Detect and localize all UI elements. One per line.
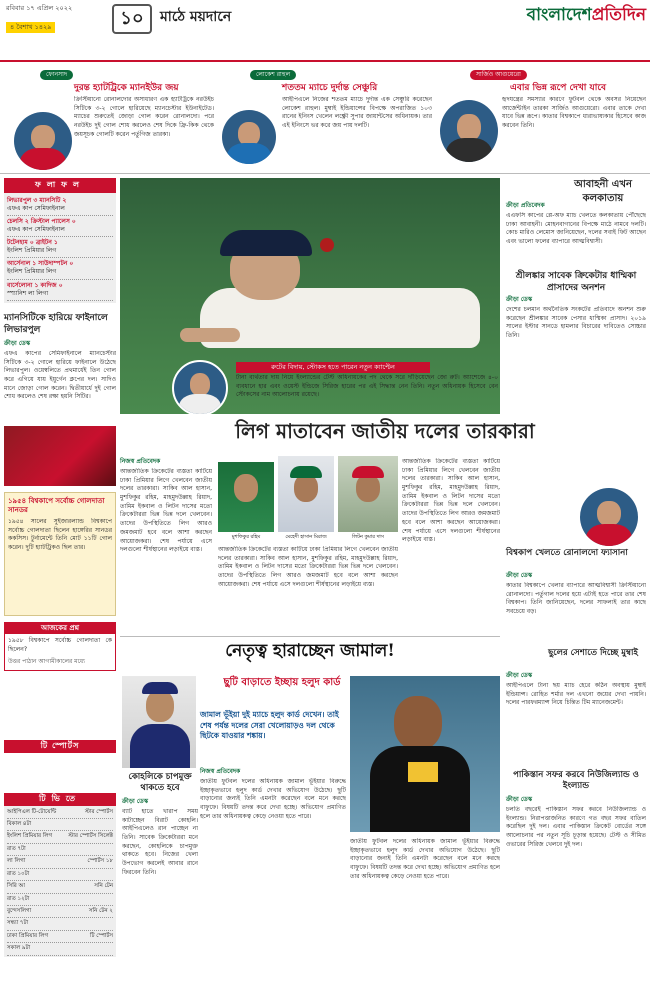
mumbai-byline: ক্রীড়া ডেস্ক <box>506 672 533 679</box>
tv-row: রাত ৭টা <box>7 844 113 856</box>
results-box <box>4 178 116 303</box>
history-body: ১৯৫৪ সালের সুইজারল্যান্ড বিশ্বকাপে সর্বোচ্চ গোলদাতা ছিলেন হাঙ্গেরির সানডর ককসিস। টুর্নামেন্টে তিনি মোট ১১টি গোল করেন। দুটি হ্যাটট্রিকও ছিল তার। <box>8 517 112 551</box>
tv-row: ইংলিশ প্রিমিয়ার লিগ স্টার স্পোর্টস সিলেক্ট <box>7 831 113 843</box>
ronaldo-wc-byline: ক্রীড়া ডেস্ক <box>506 572 533 579</box>
prasad-byline: ক্রীড়া ডেস্ক <box>506 296 533 303</box>
liverpool-headline: ম্যানসিটিকে হারিয়ে ফাইনালে লিভারপুল <box>4 313 108 336</box>
hero-body: টানা ব্যর্থতার দায় নিয়ে ইংল্যান্ডের টেস্ট অধিনায়কের পদ থেকে সরে দাঁড়িয়েছেন জো রুট। অ্যাশেজে ৪-০ ব্যবধানে হার এবং ওয়েস্ট ইন্ডিজে সিরিজ হারের পর এই সিদ্ধান্ত নেন তিনি। নতুন অধিনায়ক হিসেবে বেন স্টোকসের নাম আলোচনায় রয়েছে। <box>236 374 498 399</box>
photo-caption-1: মুশফিকুর রহিম <box>231 534 261 540</box>
league-body-cont: আন্তর্জাতিক ক্রিকেটের ব্যস্ততা কাটিয়ে ঢাকা প্রিমিয়ার লিগে খেলবেন জাতীয় দলের তারকারা। সাকিব আল হাসান, মুশফিকুর রহিম, মাহমুদউল্লাহ রিয়াদ, তামিম ইকবাল ও লিটন দাসের মতো ক্রিকেটাররা ভিন্ন ভিন্ন দলে খেলবেন। তাদের উপস্থিতিতে লিগ আরও জমজমাট হবে বলে আশা করছেন আয়োজকরা। শেষ পর্যায়ে এসে দলগুলো শীর্ষস্থানের লড়াইয়ে ব্যস্ত। <box>218 546 398 588</box>
league-body-right: আন্তর্জাতিক ক্রিকেটের ব্যস্ততা কাটিয়ে ঢাকা প্রিমিয়ার লিগে খেলবেন জাতীয় দলের তারকারা। সাকিব আল হাসান, মুশফিকুর রহিম, মাহমুদউল্লাহ রিয়াদ, তামিম ইকবাল ও লিটন দাসের মতো ক্রিকেটাররা ভিন্ন ভিন্ন দলে খেলবেন। তাদের উপস্থিতিতে লিগ আরও জমজমাট হবে বলে আশা করছেন আয়োজকরা। শেষ পর্যায়ে এসে দলগুলো শীর্ষস্থানের লড়াইয়ে ব্যস্ত। <box>402 458 500 544</box>
kohli-photo <box>122 676 196 768</box>
result-item: বার্সেলোনা ১ কাদিজ ০ স্প্যানিশ লা লিগা <box>7 280 113 301</box>
tv-row: সন্ধ্যা ৭টা <box>7 918 113 930</box>
quiz-box <box>4 622 116 671</box>
tv-row: সিরি আ সনি টেন <box>7 881 113 893</box>
tv-row: লা লিগা স্পোর্টস ১৮ <box>7 856 113 868</box>
jamal-headline: নেতৃত্ব হারাচ্ছেন জামাল! <box>225 641 395 661</box>
date-line: রবিবার ১৭ এপ্রিল ২০২২ <box>6 4 73 12</box>
league-body: আন্তর্জাতিক ক্রিকেটের ব্যস্ততা কাটিয়ে ঢাকা প্রিমিয়ার লিগে খেলবেন জাতীয় দলের তারকারা। সাকিব আল হাসান, মুশফিকুর রহিম, মাহমুদউল্লাহ রিয়াদ, তামিম ইকবাল ও লিটন দাসের মতো ক্রিকেটাররা ভিন্ন ভিন্ন দলে খেলবেন। তাদের উপস্থিতিতে লিগ আরও জমজমাট হবে বলে আশা করছেন আয়োজকরা। শেষ পর্যায়ে এসে দলগুলো শীর্ষস্থানের লড়াইয়ে ব্যস্ত। <box>120 468 212 554</box>
prasad-headline: শ্রীলঙ্কার সাবেক ক্রিকেটার ধাম্মিকা প্রাসাদের অনশন <box>515 271 637 294</box>
pakistan-tour-body: চলতি বছরেই পাকিস্তান সফর করবে নিউজিল্যান্ড ও ইংল্যান্ড। নিরাপত্তাজনিত কারণে গত বছর সফর বাতিল করেছিল দুই দল। এবার পাকিস্তান ক্রিকেট বোর্ডের সঙ্গে আলোচনার পর নতুন সূচি চূড়ান্ত হয়েছে। টেস্ট ও সীমিত ওভারের সিরিজ খেলবে দুই দল। <box>506 806 646 848</box>
result-item: লিভারপুল ৩ ম্যানসিটি ২ এফএ কাপ সেমিফাইনাল <box>7 195 113 216</box>
quiz-label: আজকের প্রশ্ন <box>5 623 115 634</box>
top-story-3-body: হৃদযন্ত্রের সমস্যার কারণে ফুটবল থেকে অবসর নিয়েছেন আর্জেন্টাইন তারকা সার্জিও আগুয়েরো। এবার তাকে দেখা যাবে ভিন্ন রূপে। কাতার বিশ্বকাপে ধারাভাষ্যকার হিসেবে কাজ করবেন তিনি। <box>502 96 646 130</box>
abahani-headline: আবাহনী এখন কলকাতায় <box>574 179 632 204</box>
tv-sports-label: টি স্পোর্টস <box>4 740 116 753</box>
top-story-2-tag: লোকেশ রাহুল <box>250 70 296 80</box>
quiz-question: ১৯৫৮ বিশ্বকাপে সর্বোচ্চ গোলদাতা কে ছিলেন? <box>8 637 112 654</box>
hero-caption: রুটের বিদায়, স্টোকস হতে পারেন নতুন ক্যাপ্টেন <box>236 362 430 373</box>
top-story-1-headline: দুরন্ত হ্যাটট্রিকে ম্যানইউর জয় <box>74 83 179 93</box>
top-story-3-tag: সার্জিও আগুয়েরো <box>470 70 527 80</box>
photo-miraz <box>278 456 334 532</box>
jamal-body-cont: জাতীয় ফুটবল দলের অধিনায়ক জামাল ভূঁইয়ার বিরুদ্ধে ইচ্ছাকৃতভাবে হলুদ কার্ড দেখার অভিযোগ উঠেছে। ছুটি বাড়ানোর জন্যই তিনি এমনটা করেছেন বলে মনে করছে বাফুফে। বিষয়টি তদন্ত করে দেখা হচ্ছে। অভিযোগ প্রমাণিত হলে তার অধিনায়কত্ব কেড়ে নেওয়া হতে পারে। <box>350 838 500 880</box>
abahani-byline: ক্রীড়া প্রতিবেদক <box>506 202 545 209</box>
top-story-1-body: ক্রিস্টিয়ানো রোনালদোর অসাধারণ এক হ্যাটট্রিকে নরউইচ সিটিকে ৩-২ গোলে হারিয়েছে ম্যানচেস্টার ইউনাইটেড। ম্যাচের শুরুতেই জোড়া গোল করেন রোনালদো। পরে নরউইচ দুই গোল শোধ করলেও শেষ দিকে ফ্রি-কিক থেকে জয়সূচক গোলটি করেন পর্তুগিজ তারকা। <box>74 96 214 138</box>
tv-row: সকাল ৯টা <box>7 943 113 955</box>
jamal-lead: জামাল ভূঁইয়া দুই ম্যাচে হলুদ কার্ড দেখেন। তাই শেষ পর্যন্ত দলের সেরা খেলোয়াড়ও দল থেকে ছিটকে যাওয়ার শঙ্কায়। <box>200 710 339 740</box>
bangla-date: ৪ বৈশাখ ১৪২৯ <box>6 22 55 33</box>
ronaldo-photo <box>14 112 72 170</box>
result-item: চেলসি ২ ক্রিস্টাল প্যালেস ০ এফএ কাপ সেমিফাইনাল <box>7 216 113 237</box>
tv-row: ঢাকা প্রিমিয়ার লিগ টি স্পোর্টস <box>7 931 113 943</box>
league-banner-headline: লিগ মাতাবেন জাতীয় দলের তারকারা <box>235 419 535 443</box>
stokes-photo <box>172 360 228 416</box>
pakistan-tour-byline: ক্রীড়া ডেস্ক <box>506 796 533 803</box>
pakistan-tour-headline: পাকিস্তান সফর করবে নিউজিল্যান্ড ও ইংল্যান্ড <box>513 770 639 792</box>
tv-row: আইপিএল টি-টোয়েন্টি স্টার স্পোর্টস <box>7 807 113 819</box>
mumbai-headline: ছুলের সেশাতে দিচ্ছে মুম্বাই <box>548 648 638 658</box>
tv-row: বিকাল ৪টা <box>7 819 113 831</box>
top-story-2-body: আইপিএলে নিজের শততম ম্যাচে দুর্দান্ত এক সেঞ্চুরি করেছেন লোকেশ রাহুল। মুম্বাই ইন্ডিয়ান্সের বিপক্ষে অপরাজিত ১০৩ রানের ইনিংস খেলেন লক্ষ্ণৌ সুপার জায়ান্টসের অধিনায়ক। তার এই ইনিংসে ভর করে জয় পায় দলটি। <box>282 96 432 130</box>
tv-row: বুন্দেসলিগা সনি টেন ২ <box>7 906 113 918</box>
photo-liton <box>338 456 398 532</box>
kohli-headline: কোহলিকে চাপমুক্ত থাকতে হবে <box>128 772 192 794</box>
section-title: মাঠে ময়দানে <box>160 9 232 25</box>
ronaldo-small-photo <box>580 488 638 546</box>
tv-schedule-box <box>4 740 116 957</box>
kohli-byline: ক্রীড়া ডেস্ক <box>122 798 149 805</box>
jamal-photo <box>350 676 500 832</box>
jamal-body: জাতীয় ফুটবল দলের অধিনায়ক জামাল ভূঁইয়ার বিরুদ্ধে ইচ্ছাকৃতভাবে হলুদ কার্ড দেখার অভিযোগ উঠেছে। ছুটি বাড়ানোর জন্যই তিনি এমনটা করেছেন বলে মনে করছে বাফুফে। বিষয়টি তদন্ত করে দেখা হচ্ছে। অভিযোগ প্রমাণিত হলে তার অধিনায়কত্ব কেড়ে নেওয়া হতে পারে। <box>200 778 346 820</box>
history-headline: ১৯৫৪ বিশ্বকাপে সর্বোচ্চ গোলদাতা সানডর <box>8 496 105 515</box>
tv-row: রাত ১২টা <box>7 894 113 906</box>
ronaldo-wc-headline: বিশ্বকাপ খেলতে রোনালদো ফ্যাসানা <box>506 548 628 558</box>
top-story-3-headline: এবার ভিন্ন রূপে দেখা যাবে <box>510 83 606 93</box>
tv-label: টিভিতে <box>4 793 116 806</box>
jamal-byline: নিজস্ব প্রতিবেদক <box>200 768 241 775</box>
top-story-1-tag: ফোনসাদ <box>40 70 73 80</box>
mumbai-body: আইপিএলে টানা ছয় ম্যাচ হেরে কঠিন অবস্থায় মুম্বাই ইন্ডিয়ান্স। রোহিত শর্মার দল এখনো জয়ের দেখা পায়নি। দলের পারফরম্যান্স নিয়ে চিন্তিত টিম ম্যানেজমেন্ট। <box>506 682 646 707</box>
jamal-subheadline: ছুটি বাড়াতে ইচ্ছায় হলুদ কার্ড <box>223 677 341 688</box>
photo-caption-3: লিটন কুমার দাস <box>352 534 384 540</box>
abahani-body: এএফসি কাপের প্লে-অফ ম্যাচ খেলতে কলকাতায় পৌঁছেছে ঢাকা আবাহনী। মোহনবাগানের বিপক্ষে মাঠে নামবে দলটি। কোচ মারিও লেমোস জানিয়েছেন, দলের সবাই ফিট আছেন এবং ভালো ফলের ব্যাপারে আত্মবিশ্বাসী। <box>506 212 646 246</box>
result-item: আর্সেনাল ১ সাউদাম্পটন ০ ইংলিশ প্রিমিয়ার লিগ <box>7 258 113 279</box>
aguero-photo <box>440 100 498 162</box>
top-story-2-headline: শততম ম্যাচে দুর্দান্ত সেঞ্চুরি <box>282 83 378 93</box>
quiz-answer-hint: উত্তর পাঠান আগামীকালের মধ্যে <box>8 657 86 665</box>
liverpool-body: এফএ কাপের সেমিফাইনালে ম্যানচেস্টার সিটিকে ৩-২ গোলে হারিয়ে ফাইনালে উঠেছে লিভারপুল। ওয়েম্বলিতে প্রথমার্ধেই তিন গোল করে এগিয়ে যায় ইয়ুর্গেন ক্লপের দল। সাদিও মানে জোড়া গোল করেন। দ্বিতীয়ার্ধে দুই গোল শোধ করলেও শেষ রক্ষা হয়নি সিটির। <box>4 350 116 401</box>
history-box <box>4 492 116 616</box>
photo-caption-2: মেহেদী হাসান মিরাজ <box>285 534 327 540</box>
result-item: টটেনহাম ০ ব্রাইটন ১ ইংলিশ প্রিমিয়ার লিগ <box>7 237 113 258</box>
page-number: ১০ <box>112 4 152 34</box>
divider <box>120 636 500 637</box>
results-label: ফলাফল <box>4 178 116 193</box>
ronaldo-wc-body: কাতার বিশ্বকাপে খেলার ব্যাপারে আত্মবিশ্বাসী ক্রিস্টিয়ানো রোনালদো। পর্তুগাল দলের হয়ে এটাই হতে পারে তার শেষ বিশ্বকাপ। তিনি জানিয়েছেন, দলের সাফল্যই তার কাছে সবচেয়ে বড়। <box>506 582 646 616</box>
prasad-body: দেশের চলমান অর্থনৈতিক সংকটের প্রতিবাদে অনশন শুরু করেছেন শ্রীলঙ্কার সাবেক পেসার ধাম্মিকা প্রাসাদ। ২০১৯ সালের ইস্টার সানডে হামলার বিচারের দাবিতেও সোচ্চার তিনি। <box>506 306 646 340</box>
liverpool-byline: ক্রীড়া ডেস্ক <box>4 340 31 347</box>
kohli-body: ব্যাট হাতে খারাপ সময় কাটাচ্ছেন বিরাট কোহলি। আইপিএলেও রান পাচ্ছেন না তিনি। সাবেক ক্রিকেটাররা মনে করছেন, কোহলিকে চাপমুক্ত থাকতে হবে। নিজের খেলা উপভোগ করলেই আবার রানে ফিরবেন তিনি। <box>122 808 198 876</box>
photo-mushfiq <box>218 462 274 532</box>
masthead-logo: বাংলাদেশপ্রতিদিন <box>526 5 646 25</box>
tv-row: রাত ১০টা <box>7 869 113 881</box>
league-byline: নিজস্ব প্রতিবেদক <box>120 458 161 465</box>
liverpool-photo <box>4 426 116 486</box>
rahul-photo <box>222 110 276 164</box>
